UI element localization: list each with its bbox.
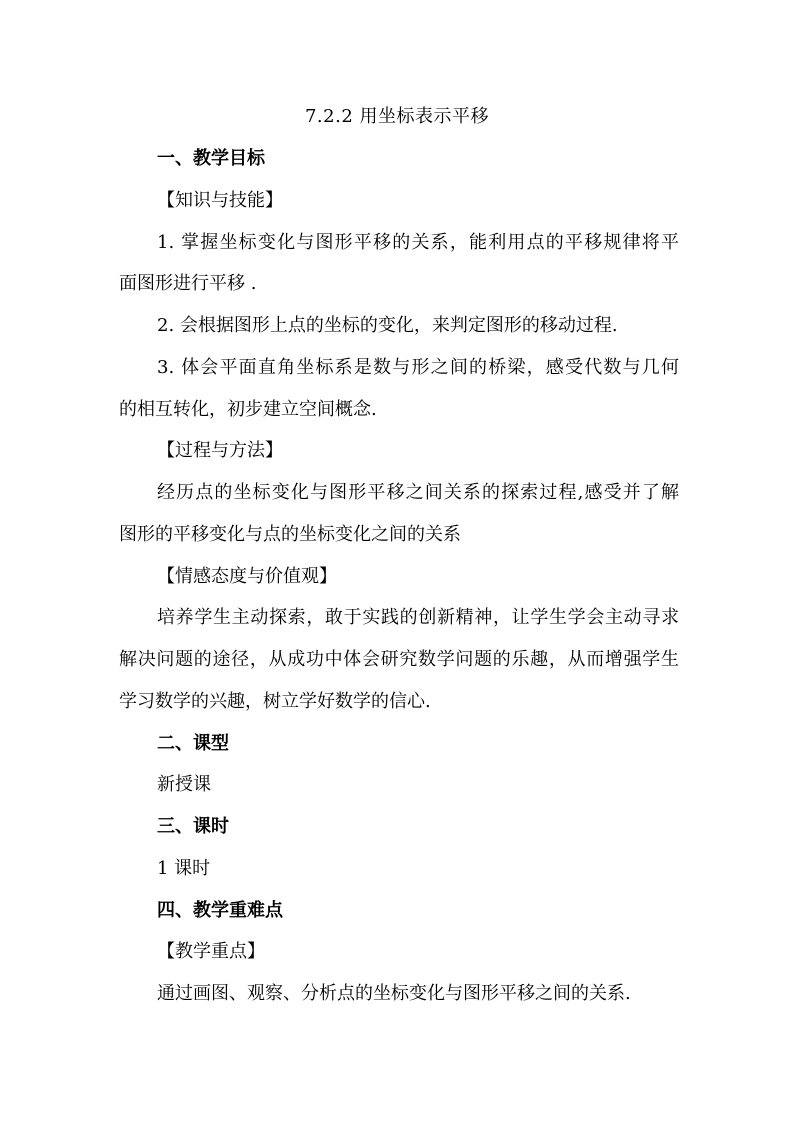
emotion-paragraph-line-3: 学习数学的兴趣，树立学好数学的信心. (119, 691, 431, 712)
goal-item-1-line-1: 1. 掌握坐标变化与图形平移的关系，能利用点的平移规律将平 (157, 232, 679, 253)
document-title: 7.2.2 用坐标表示平移 (304, 106, 490, 127)
lesson-type-content: 新授课 (157, 774, 211, 795)
section-heading-key-difficult-points: 四、教学重难点 (157, 900, 283, 921)
subheading-knowledge-skills: 【知识与技能】 (157, 190, 283, 211)
subheading-teaching-key-point: 【教学重点】 (157, 941, 265, 962)
emotion-paragraph-line-1: 培养学生主动探索，敢于实践的创新精神，让学生学会主动寻求 (157, 607, 679, 628)
goal-item-3-line-1: 3. 体会平面直角坐标系是数与形之间的桥梁，感受代数与几何 (157, 357, 679, 378)
goal-item-2: 2. 会根据图形上点的坐标的变化，来判定图形的移动过程. (157, 315, 618, 336)
emotion-paragraph-line-2: 解决问题的途径，从成功中体会研究数学问题的乐趣，从而增强学生 (119, 649, 679, 670)
goal-item-3-line-2: 的相互转化，初步建立空间概念. (119, 399, 377, 420)
subheading-process-methods: 【过程与方法】 (157, 440, 283, 461)
process-paragraph-line-2: 图形的平移变化与点的坐标变化之间的关系 (119, 524, 461, 545)
section-heading-class-hours: 三、课时 (157, 816, 229, 837)
section-heading-lesson-type: 二、课型 (157, 733, 229, 754)
key-point-content: 通过画图、观察、分析点的坐标变化与图形平移之间的关系. (157, 983, 631, 1004)
class-hours-content: 1 课时 (157, 858, 211, 879)
process-paragraph-line-1: 经历点的坐标变化与图形平移之间关系的探索过程,感受并了解 (157, 482, 679, 503)
goal-item-1-line-2: 面图形进行平移 . (119, 273, 257, 294)
subheading-emotion-values: 【情感态度与价值观】 (157, 566, 337, 587)
section-heading-teaching-goals: 一、教学目标 (157, 148, 265, 169)
